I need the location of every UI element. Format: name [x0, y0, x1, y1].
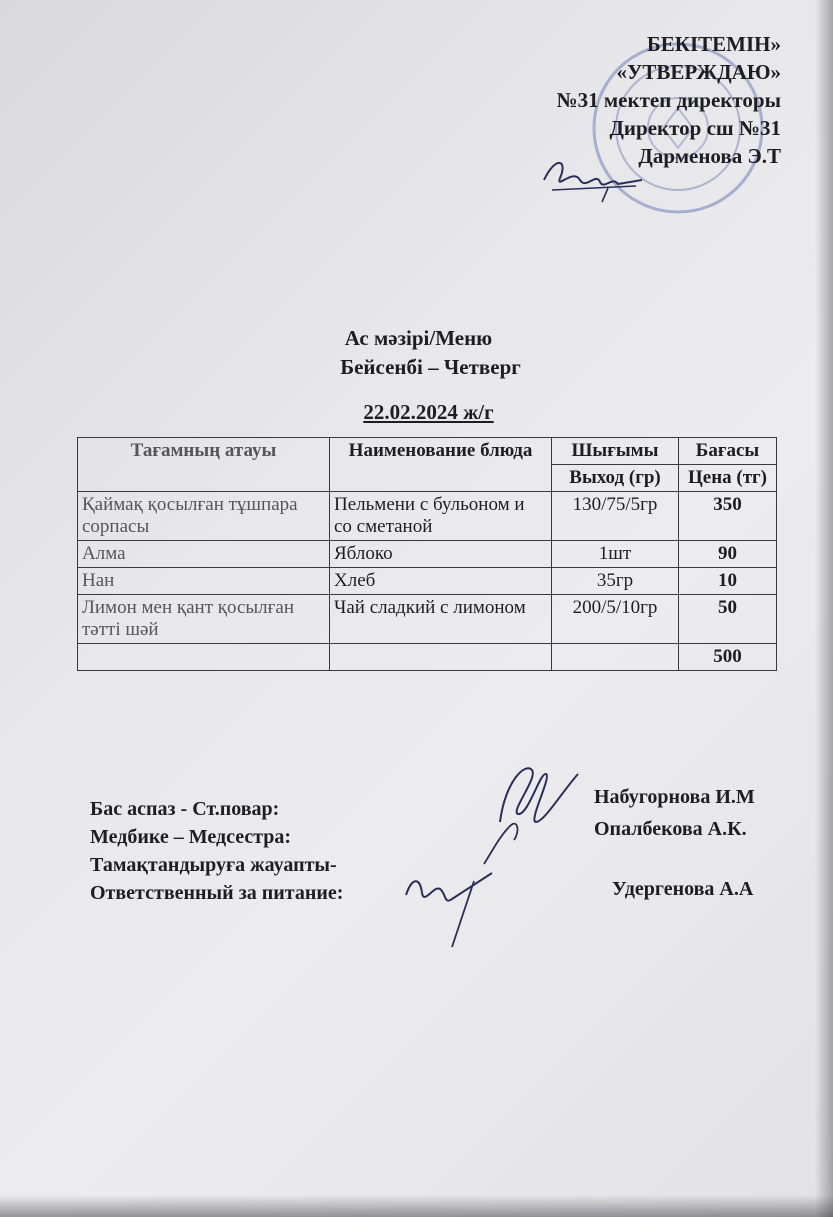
menu-date: 22.02.2024 ж/г: [363, 400, 494, 424]
responsible-signature: [400, 855, 500, 950]
cell-output: 130/75/5гр: [552, 492, 679, 541]
cell-price: 90: [679, 541, 777, 568]
page-bottom-shadow: [0, 1195, 833, 1217]
cell-price: 50: [679, 595, 777, 644]
cell-rus-name: Хлеб: [330, 568, 552, 595]
chef-role: Бас аспаз - Ст.повар:: [90, 798, 280, 820]
approval-line-5: Дарменова Э.Т: [638, 144, 781, 168]
responsible-name: Удергенова А.А: [612, 878, 754, 900]
chef-nurse-signature: [470, 752, 585, 867]
cell-output: 1шт: [552, 541, 679, 568]
cell-price: 10: [679, 568, 777, 595]
header-kaz-name: Тағамның атауы: [78, 438, 330, 492]
approval-line-4: Директор сш №31: [609, 116, 781, 140]
responsible-role-kz: Тамақтандыруға жауапты-: [90, 854, 337, 876]
header-price-kz: Бағасы: [679, 438, 777, 465]
header-rus-name: Наименование блюда: [330, 438, 552, 492]
cell-empty: [78, 644, 330, 671]
cell-rus-name: Яблоко: [330, 541, 552, 568]
nurse-name: Опалбекова А.К.: [594, 818, 747, 840]
table-row: [78, 595, 777, 644]
cell-kaz-name: Алма: [78, 541, 330, 568]
signer-roles: [90, 795, 343, 907]
cell-empty: [552, 644, 679, 671]
cell-price: 350: [679, 492, 777, 541]
cell-empty: [330, 644, 552, 671]
cell-kaz-name: Лимон мен қант қосылған тәтті шәй: [78, 595, 330, 644]
cell-kaz-name: Нан: [78, 568, 330, 595]
cell-rus-name: Пельмени с бульоном и со сметаной: [330, 492, 552, 541]
menu-day: Бейсенбі – Четверг: [340, 355, 521, 379]
cell-total: 500: [679, 644, 777, 671]
table-row: [78, 568, 777, 595]
cell-output: 35гр: [552, 568, 679, 595]
cell-rus-name: Чай сладкий с лимоном: [330, 595, 552, 644]
header-output-ru: Выход (гр): [552, 465, 679, 492]
chef-name: Набугорнова И.М: [594, 786, 755, 808]
table-row: [78, 541, 777, 568]
director-signature: [538, 150, 648, 205]
menu-title: Ас мәзірі/Меню: [344, 326, 493, 350]
table-header-row: [78, 438, 777, 465]
header-output-kz: Шығымы: [552, 438, 679, 465]
approval-block: [557, 30, 782, 170]
cell-kaz-name: Қаймақ қосылған тұшпара сорпасы: [78, 492, 330, 541]
page-edge-shadow: [815, 0, 833, 1217]
approval-line-1: БЕКІТЕМІН»: [646, 32, 781, 56]
table-row: [78, 492, 777, 541]
header-price-ru: Цена (тг): [679, 465, 777, 492]
responsible-role-ru: Ответственный за питание:: [90, 882, 344, 904]
menu-table: [77, 437, 777, 671]
approval-line-2: «УТВЕРЖДАЮ»: [616, 60, 781, 84]
table-total-row: [78, 644, 777, 671]
nurse-role: Медбике – Медсестра:: [90, 826, 292, 848]
cell-output: 200/5/10гр: [552, 595, 679, 644]
approval-line-3: №31 мектеп директоры: [556, 88, 781, 112]
